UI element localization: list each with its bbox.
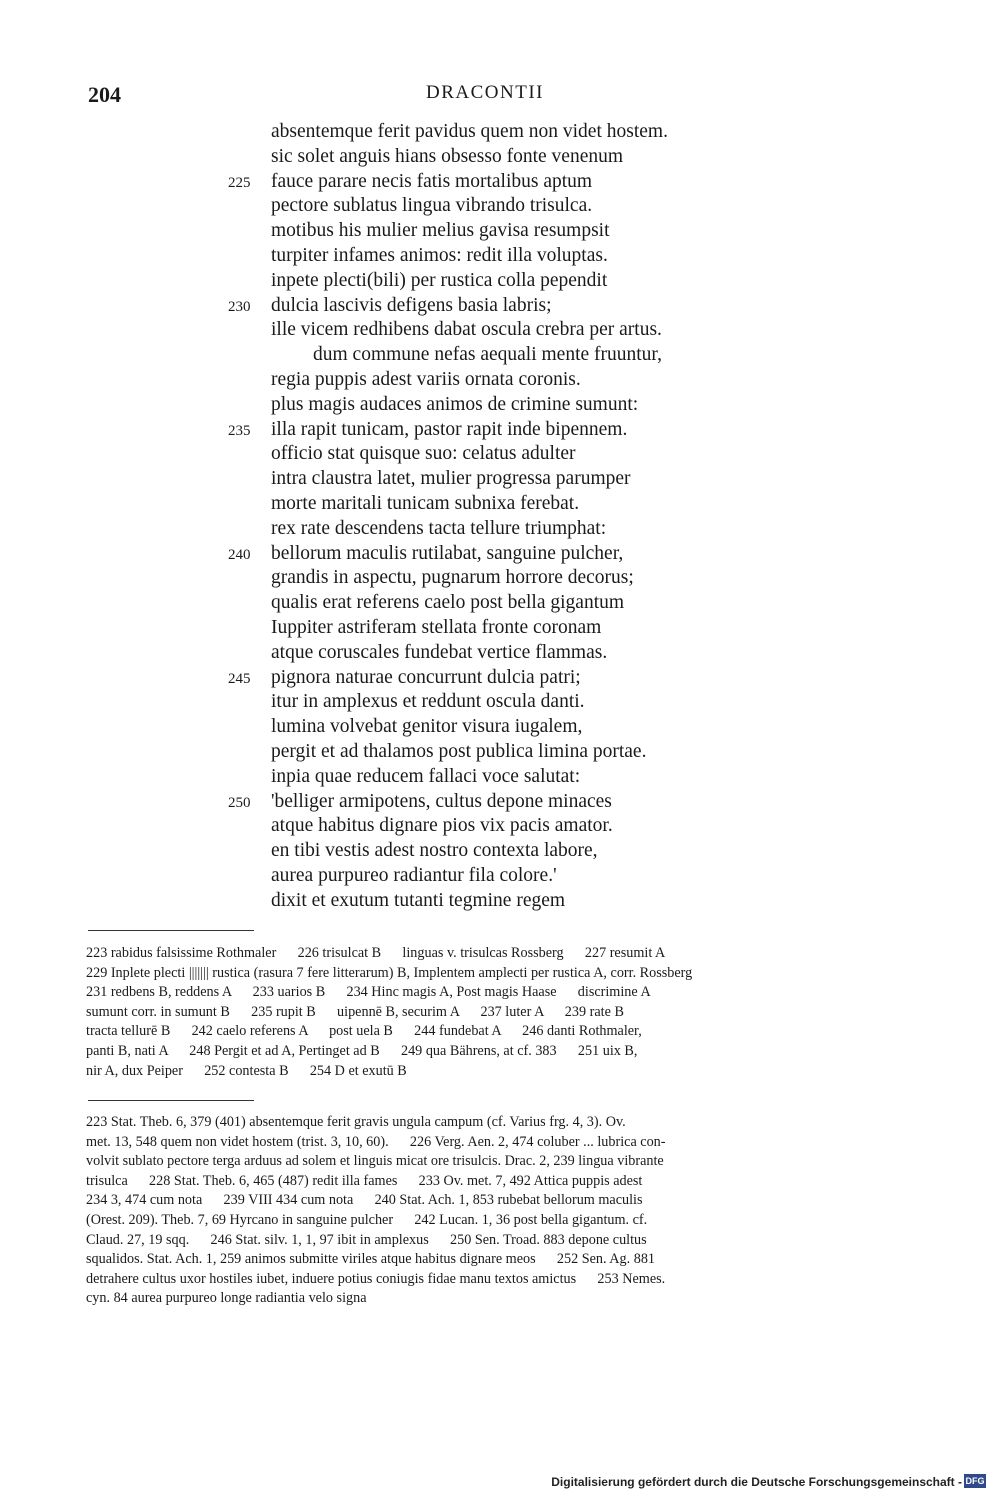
verse-text: pignora naturae concurrunt dulcia patri;	[271, 666, 581, 688]
apparatus-line: 223 rabidus falsissime Rothmaler 226 trisulcat B linguas v. trisulcas Rossberg 227 resumit A	[86, 945, 666, 961]
apparatus-line: trisulca 228 Stat. Theb. 6, 465 (487) redit illa fames 233 Ov. met. 7, 492 Attica puppis adest	[86, 1172, 643, 1189]
apparatus-line: Claud. 27, 19 sqq. 246 Stat. silv. 1, 1, 97 ibit in amplexus 250 Sen. Troad. 883 depone cultus	[86, 1231, 647, 1248]
verse-text: plus magis audaces animos de crimine sumunt:	[271, 393, 639, 415]
verse-text: fauce parare necis fatis mortalibus aptum	[271, 170, 593, 192]
verse-line	[0, 715, 1000, 740]
verse-line	[0, 616, 1000, 641]
verse-line	[0, 442, 1000, 467]
verse-line	[0, 690, 1000, 715]
verse-text: inpia quae reducem fallaci voce salutat:	[271, 765, 581, 787]
verse-text: grandis in aspectu, pugnarum horrore decorus;	[271, 567, 634, 589]
verse-text: dum commune nefas aequali mente fruuntur,	[313, 344, 663, 366]
verse-text: illa rapit tunicam, pastor rapit inde bipennem.	[271, 418, 628, 440]
verse-number: 245	[228, 670, 251, 687]
verse-text: atque coruscales fundebat vertice flammas.	[271, 641, 608, 663]
poem-text	[0, 120, 1000, 914]
apparatus-line: sumunt corr. in sumunt B 235 rupit B uipennē B, securim A 237 luter A 239 rate B	[86, 1003, 624, 1020]
verse-text: pergit et ad thalamos post publica limina portae.	[271, 740, 647, 762]
verse-line	[0, 418, 1000, 443]
verse-number: 240	[228, 546, 251, 563]
verse-line	[0, 889, 1000, 914]
verse-line	[0, 864, 1000, 889]
verse-text: bellorum maculis rutilabat, sanguine pulcher,	[271, 542, 624, 564]
apparatus-line: 223 Stat. Theb. 6, 379 (401) absentemque ferit gravis ungula campum (cf. Varius frg. 4, 3). Ov.	[86, 1114, 626, 1130]
verse-number: 250	[228, 794, 251, 811]
verse-text: motibus his mulier melius gavisa resumpsit	[271, 220, 610, 242]
verse-line	[0, 517, 1000, 542]
digitization-note: Digitalisierung gefördert durch die Deutsche Forschungsgemeinschaft -	[551, 1475, 962, 1489]
verse-text: dixit et exutum tutanti tegmine regem	[271, 889, 566, 911]
verse-text: qualis erat referens caelo post bella gigantum	[271, 592, 625, 614]
verse-text: 'belliger armipotens, cultus depone minaces	[271, 790, 612, 812]
verse-line	[0, 145, 1000, 170]
footnote-rule-2	[88, 1100, 254, 1101]
apparatus-line: 234 3, 474 cum nota 239 VIII 434 cum nota 240 Stat. Ach. 1, 853 rubebat bellorum maculis	[86, 1192, 643, 1209]
verse-line	[0, 492, 1000, 517]
verse-line	[0, 219, 1000, 244]
verse-line	[0, 839, 1000, 864]
verse-text: absentemque ferit pavidus quem non videt hostem.	[271, 121, 668, 142]
verse-line	[0, 120, 1000, 145]
verse-line	[0, 318, 1000, 343]
apparatus-line: (Orest. 209). Theb. 7, 69 Hyrcano in sanguine pulcher 242 Lucan. 1, 36 post bella gigantum. cf.	[86, 1211, 648, 1228]
verse-number: 230	[228, 298, 251, 315]
running-title: DRACONTII	[426, 82, 544, 103]
verse-line	[0, 641, 1000, 666]
apparatus-line: met. 13, 548 quem non videt hostem (trist. 3, 10, 60). 226 Verg. Aen. 2, 474 coluber ... lubrica con-	[86, 1133, 666, 1150]
verse-line	[0, 393, 1000, 418]
verse-text: aurea purpureo radiantur fila colore.'	[271, 864, 557, 886]
verse-text: officio stat quisque suo: celatus adulter	[271, 443, 576, 465]
verse-text: atque habitus dignare pios vix pacis amator.	[271, 815, 613, 837]
apparatus-line: volvit sublato pectore terga arduus ad solem et linguis micat ore trisulcis. Drac. 2, 239 lingua vibrante	[86, 1153, 664, 1170]
verse-text: itur in amplexus et reddunt oscula danti.	[271, 691, 585, 713]
verse-text: pectore sublatus lingua vibrando trisulca.	[271, 195, 593, 217]
verse-text: turpiter infames animos: redit illa voluptas.	[271, 244, 608, 266]
apparatus-line: squalidos. Stat. Ach. 1, 259 animos submitte viriles atque habitus dignare meos 252 Sen. Ag. 881	[86, 1251, 656, 1268]
dfg-logo: DFG	[965, 1476, 985, 1486]
verse-line	[0, 814, 1000, 839]
verse-number: 235	[228, 422, 251, 439]
verse-line	[0, 244, 1000, 269]
apparatus-line: nir A, dux Peiper 252 contesta B 254 D et exutū B	[86, 1062, 407, 1079]
verse-line	[0, 591, 1000, 616]
verse-line	[0, 566, 1000, 591]
verse-number: 225	[228, 174, 251, 191]
verse-text: dulcia lascivis defigens basia labris;	[271, 294, 552, 316]
verse-line	[0, 343, 1000, 368]
verse-line	[0, 666, 1000, 691]
apparatus-line: panti B, nati A 248 Pergit et ad A, Pertinget ad B 249 qua Bährens, at cf. 383 251 uix B,	[86, 1042, 638, 1059]
verse-text: ille vicem redhibens dabat oscula crebra per artus.	[271, 319, 662, 341]
verse-line	[0, 170, 1000, 195]
apparatus-line: cyn. 84 aurea purpureo longe radiantia velo signa	[86, 1290, 367, 1307]
footnote-rule-1	[88, 930, 254, 931]
verse-text: sic solet anguis hians obsesso fonte venenum	[271, 145, 624, 167]
verse-text: Iuppiter astriferam stellata fronte coronam	[271, 616, 602, 638]
page-number: 204	[88, 82, 121, 107]
verse-text: morte maritali tunicam subnixa ferebat.	[271, 492, 580, 514]
verse-text: en tibi vestis adest nostro contexta labore,	[271, 840, 598, 862]
verse-text: lumina volvebat genitor visura iugalem,	[271, 716, 583, 738]
verse-line	[0, 368, 1000, 393]
verse-line	[0, 194, 1000, 219]
verse-line	[0, 740, 1000, 765]
apparatus-line: 229 Inplete plecti ||||||| rustica (rasura 7 fere litterarum) B, Implentem amplecti per rustica A, corr. Rossberg	[86, 964, 693, 981]
verse-line	[0, 542, 1000, 567]
verse-text: inpete plecti(bili) per rustica colla pependit	[271, 269, 608, 291]
verse-text: rex rate descendens tacta tellure triumphat:	[271, 517, 607, 539]
apparatus-line: detrahere cultus uxor hostiles iubet, induere potius coniugis fidae manu textos amictus 253 Nemes.	[86, 1270, 666, 1287]
apparatus-line: 231 redbens B, reddens A 233 uarios B 234 Hinc magis A, Post magis Haase discrimine A	[86, 984, 651, 1001]
verse-text: intra claustra latet, mulier progressa parumper	[271, 468, 631, 490]
verse-line	[0, 765, 1000, 790]
verse-line	[0, 269, 1000, 294]
verse-text: regia puppis adest variis ornata coronis.	[271, 368, 581, 390]
apparatus-criticus	[86, 944, 878, 1081]
verse-line	[0, 467, 1000, 492]
verse-line	[0, 790, 1000, 815]
verse-line	[0, 294, 1000, 319]
apparatus-fontium	[86, 1113, 878, 1309]
apparatus-line: tracta tellurē B 242 caelo referens A post uela B 244 fundebat A 246 danti Rothmaler,	[86, 1023, 642, 1040]
